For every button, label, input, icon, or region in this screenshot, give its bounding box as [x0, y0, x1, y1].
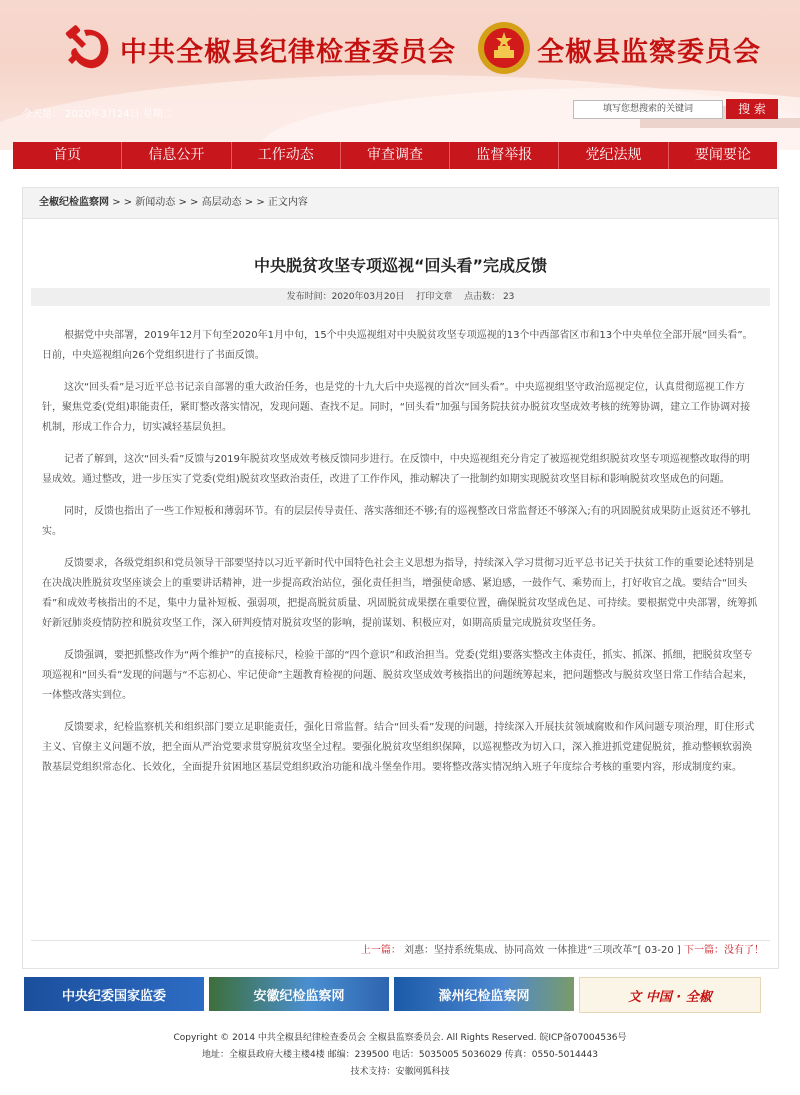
banner-ccdi[interactable]: 中央纪委国家监委 [24, 977, 204, 1011]
prev-article-link[interactable]: 刘惠：坚持系统集成、协同高效 一体推进“三项改革”[ 03-20 ] [404, 945, 681, 956]
breadcrumb-path[interactable]: > > 新闻动态 > > 高层动态 > > 正文内容 [112, 197, 308, 208]
footer-copyright: Copyright © 2014 中共全椒县纪律检查委员会 全椒县监察委员会. All Rights Reserved. 皖ICP备07004536号 [173, 1033, 627, 1043]
current-date: 今天是： 2020年3月24日 星期二 [22, 109, 173, 120]
nav-item-report[interactable]: 监督举报 [450, 142, 559, 169]
banner-china-quanjiao[interactable]: 文 中国 · 全椒 [579, 977, 761, 1013]
main-nav [13, 142, 777, 169]
site-title-party: 中共全椒县纪律检查委员会 [120, 37, 456, 68]
article-paragraph: 反馈要求，纪检监察机关和组织部门要立足职能责任，强化日常监督。结合“回头看”发现的问题，持续深入开展扶贫领域腐败和作风问题专项治理，盯住形式主义、官僚主义问题不放，把全面从严治党要求贯穿脱贫攻坚全过程。要强化脱贫攻坚组织保障，以巡视整改为切入口，深入推进抓党建促脱贫，推动整顿软弱涣散基层党组织常态化、长效化，全面提升贫困地区基层党组织政治功能和战斗堡垒作用。要将整改落实情况纳入班子年度综合考核的重要内容，形成制度约束。 [42, 722, 755, 773]
search-button[interactable]: 搜 索 [726, 99, 778, 119]
nav-item-work-news[interactable]: 工作动态 [232, 142, 341, 169]
site-footer [0, 1030, 800, 1081]
friend-links [24, 977, 766, 1011]
article-body [23, 306, 778, 778]
article-title: 中央脱贫攻坚专项巡视“回头看”完成反馈 [253, 256, 548, 275]
site-header [0, 0, 800, 150]
article-paragraph: 同时，反馈也指出了一些工作短板和薄弱环节。有的层层传导责任、落实落细还不够;有的巡视整改日常监督还不够深入;有的巩固脱贫成果防止返贫还不够扎实。 [42, 506, 751, 537]
banner-chuzhou-jjjc[interactable]: 滁州纪检监察网 [394, 977, 574, 1011]
article-paragraph: 反馈要求，各级党组织和党员领导干部要坚持以习近平新时代中国特色社会主义思想为指导，持续深入学习贯彻习近平总书记关于扶贫工作的重要论述特别是在决战决胜脱贫攻坚座谈会上的重要讲话精神，进一步提高政治站位，强化责任担当，增强使命感、紧迫感，一鼓作气、乘势而上，打好收官之战。要结合“回头看”和成效考核指出的不足，集中力量补短板、强弱项，把提高脱贫质量、巩固脱贫成果摆在重要位置，确保脱贫攻坚成色足、可持续。要根据党中央部署，统筹抓好新冠肺炎疫情防控和脱贫攻坚工作，深入研判疫情对脱贫攻坚的影响，提前谋划、积极应对，如期高质量完成脱贫攻坚任务。 [42, 558, 758, 629]
article-paragraph: 反馈强调，要把抓整改作为“两个维护”的直接标尺，检验干部的“四个意识”和政治担当。党委(党组)要落实整改主体责任，抓实、抓深、抓细，把脱贫攻坚专项巡视和“回头看”发现的问题与“不忘初心、牢记使命”主题教育检视的问题、脱贫攻坚成效考核指出的问题统筹起来，把问题整改与脱贫攻坚日常工作结合起来，一体整改落实到位。 [42, 650, 753, 701]
breadcrumb [23, 188, 778, 219]
prev-next-links [31, 940, 770, 961]
site-title-supervision: 全椒县监察委员会 [537, 37, 761, 68]
footer-tech-support: 技术支持：安徽网狐科技 [350, 1067, 450, 1077]
article-paragraph: 记者了解到，这次“回头看”反馈与2019年脱贫攻坚成效考核反馈同步进行。在反馈中，中央巡视组充分肯定了被巡视党组织脱贫攻坚专项巡视整改取得的明显成效。通过整改，进一步压实了党委(党组)脱贫攻坚政治责任，改进了工作作风，推动解决了一批制约如期实现脱贫攻坚目标和影响脱贫攻坚成色的问题。 [42, 454, 750, 485]
next-article-link[interactable]: 下一篇：没有了！ [684, 945, 764, 956]
article-paragraph: 这次“回头看”是习近平总书记亲自部署的重大政治任务，也是党的十九大后中央巡视的首次“回头看”。中央巡视组坚守政治巡视定位，认真贯彻巡视工作方针，聚焦党委(党组)职能责任，紧盯整改落实情况，发现问题、查找不足。同时，“回头看”加强与国务院扶贫办脱贫攻坚成效考核的统筹协调，建立工作协调对接机制，形成工作合力，切实减轻基层负担。 [42, 382, 751, 433]
nav-item-regulations[interactable]: 党纪法规 [559, 142, 668, 169]
footer-address: 地址：全椒县政府大楼主楼4楼 邮编：239500 电话：5035005 5036029 传真：0550-5014443 [202, 1050, 598, 1060]
article-panel [22, 187, 779, 969]
article-paragraph: 根据党中央部署，2019年12月下旬至2020年1月中旬，15个中央巡视组对中央脱贫攻坚专项巡视的13个中西部省区市和13个中央单位全部开展“回头看”。日前，中央巡视组向26个党组织进行了书面反馈。 [42, 330, 753, 361]
breadcrumb-home-link[interactable]: 全椒纪检监察网 [39, 197, 109, 208]
search-input[interactable] [573, 100, 723, 119]
article-meta: 发布时间：2020年03月20日 打印文章 点击数： 23 [31, 288, 770, 306]
nav-item-key-news[interactable]: 要闻要论 [694, 147, 751, 163]
national-emblem-icon [476, 20, 532, 76]
prev-label: 上一篇： [360, 945, 401, 956]
banner-anhui-jjjc[interactable]: 安徽纪检监察网 [209, 977, 389, 1011]
nav-item-info-disclosure[interactable]: 信息公开 [122, 142, 231, 169]
party-emblem-icon [64, 22, 116, 74]
nav-item-home[interactable]: 首页 [13, 142, 122, 169]
nav-item-investigation[interactable]: 审查调查 [341, 142, 450, 169]
